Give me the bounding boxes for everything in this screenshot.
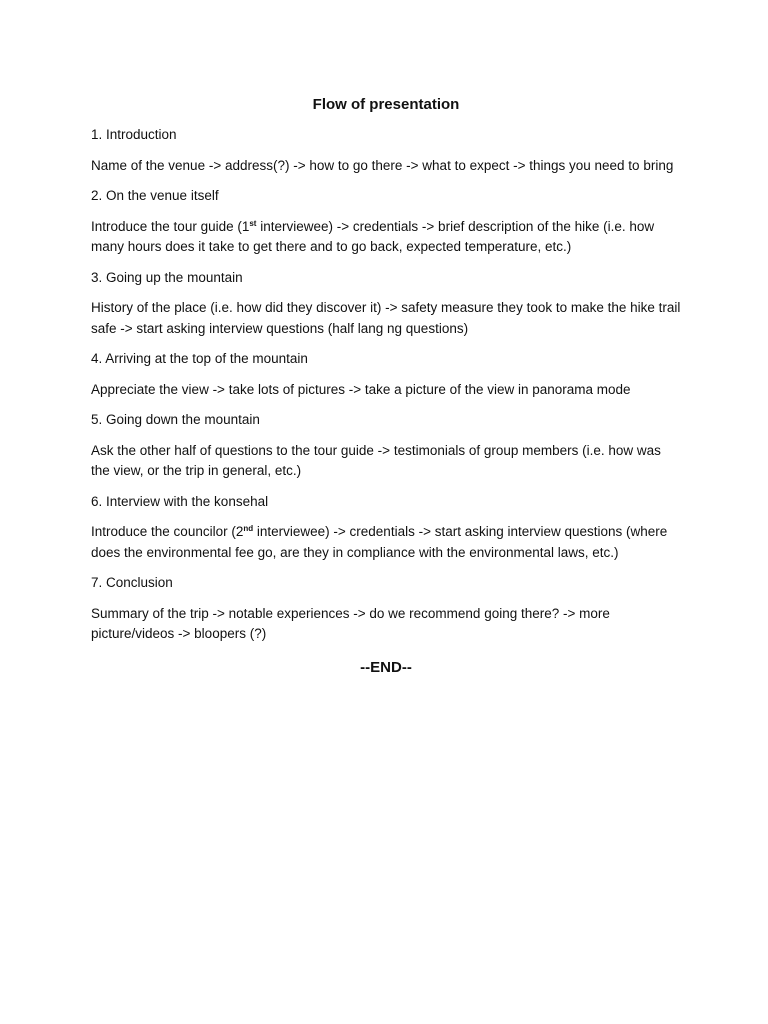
end-marker: --END-- xyxy=(360,658,412,676)
section-body: Summary of the trip -> notable experiences -> do we recommend going there? -> more picture/videos -> bloopers (?) xyxy=(91,605,610,641)
section-going-up xyxy=(91,268,681,340)
ordinal-superscript: st xyxy=(249,218,257,228)
section-body: Appreciate the view -> take lots of pictures -> take a picture of the view in panorama mode xyxy=(91,381,631,397)
body-text-end: interviewee) -> credentials -> start asking interview questions (where does the environmental fee go, are they in compliance with the environmental laws, etc.) xyxy=(91,524,668,560)
section-konsehal xyxy=(91,492,681,564)
ordinal-superscript: nd xyxy=(243,524,254,533)
section-heading: 1. Introduction xyxy=(91,127,177,142)
section-conclusion xyxy=(91,573,681,645)
section-venue xyxy=(91,186,681,258)
section-body xyxy=(91,522,681,563)
section-heading: 7. Conclusion xyxy=(91,575,173,590)
section-introduction xyxy=(91,125,681,176)
document-content xyxy=(91,94,681,678)
section-body: History of the place (i.e. how did they discover it) -> safety measure they took to make the hike trail safe -> start asking interview questions (half lang ng questions) xyxy=(91,300,681,336)
body-text-end: interviewee) -> credentials -> brief description of the hike (i.e. how many hours does it take to get there and to go back, expected temperature, etc.) xyxy=(91,218,655,254)
section-heading: 6. Interview with the konsehal xyxy=(91,493,269,509)
body-text-start: Introduce the tour guide (1 xyxy=(91,218,250,234)
section-body xyxy=(91,217,681,258)
section-heading: 2. On the venue itself xyxy=(91,188,219,203)
document-title: Flow of presentation xyxy=(312,96,460,113)
section-heading: 4. Arriving at the top of the mountain xyxy=(91,351,308,366)
section-body: Name of the venue -> address(?) -> how to go there -> what to expect -> things you need to bring xyxy=(91,157,674,173)
section-heading: 5. Going down the mountain xyxy=(91,412,260,427)
section-going-down xyxy=(91,410,681,482)
section-heading: 3. Going up the mountain xyxy=(91,269,243,285)
section-arriving-top xyxy=(91,349,681,400)
body-text-start: Introduce the councilor (2 xyxy=(91,524,244,539)
section-body: Ask the other half of questions to the tour guide -> testimonials of group members (i.e. how was the view, or the trip in general, etc.) xyxy=(91,442,661,478)
